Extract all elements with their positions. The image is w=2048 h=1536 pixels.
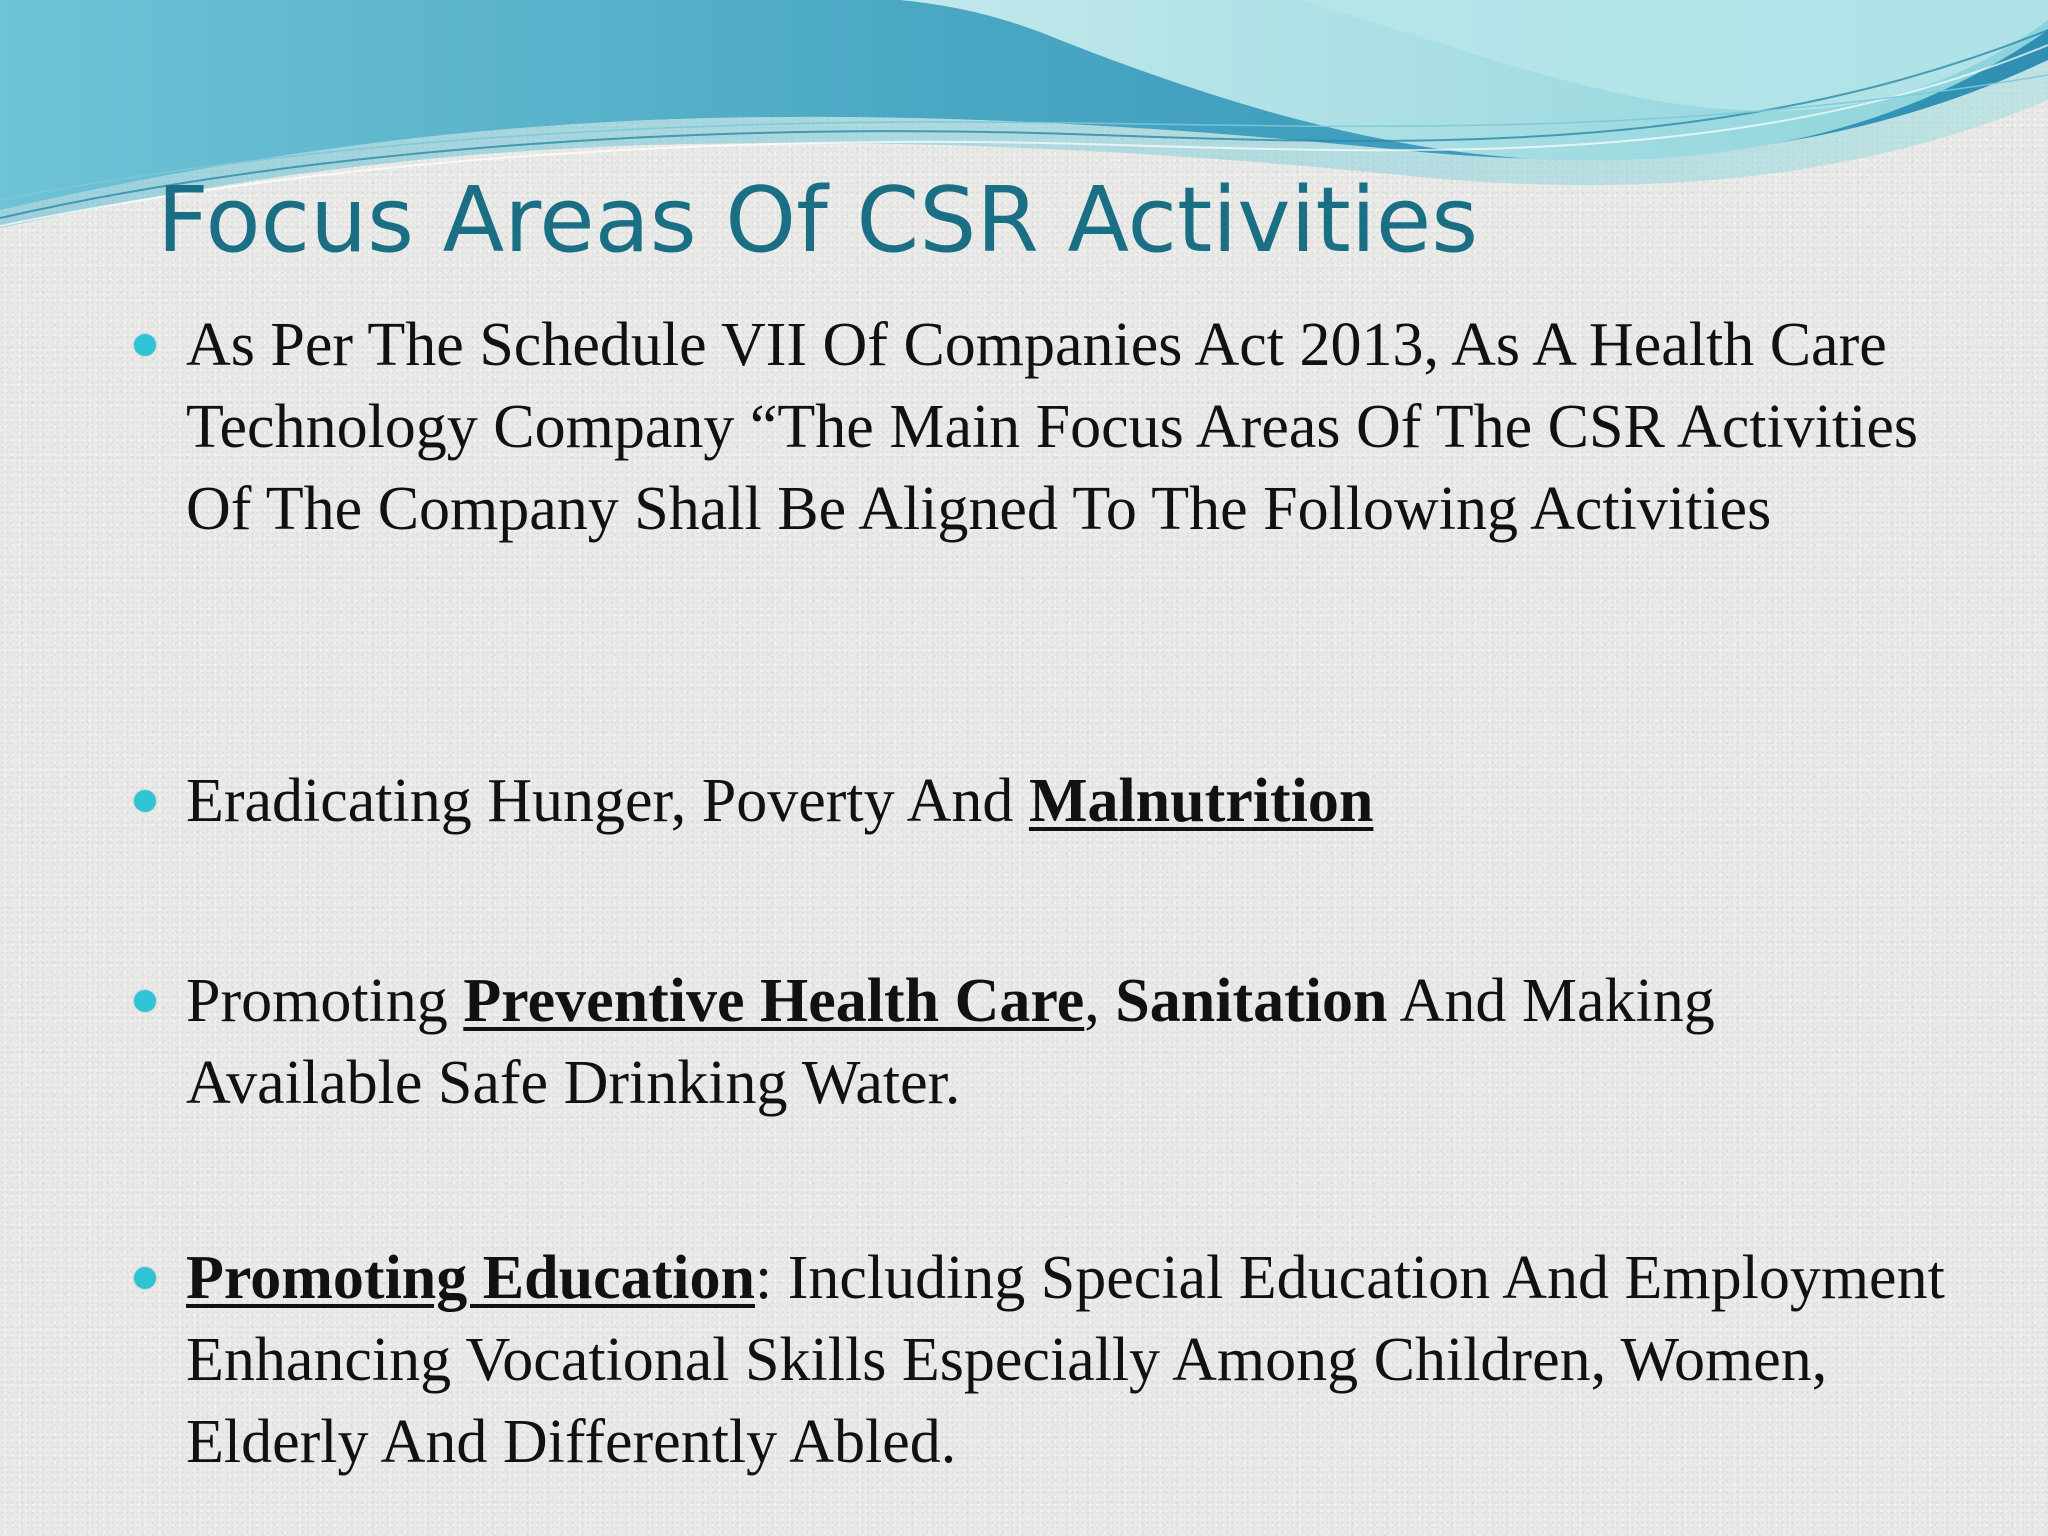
bullet-item-education bbox=[186, 1237, 1946, 1483]
bullet-emphasis: Preventive Health Care bbox=[463, 967, 1085, 1035]
bullet-dot-icon bbox=[134, 1267, 156, 1289]
bullet-dot-icon bbox=[134, 990, 156, 1012]
bullet-text: As Per The Schedule VII Of Companies Act 2013, As A Health Care Technology Company “The Main Focus Areas Of The CSR Activities Of The Company Shall Be Aligned To The Following Activities bbox=[186, 311, 1919, 543]
bullet-text: Eradicating Hunger, Poverty And bbox=[186, 767, 1029, 835]
bullet-item-hunger bbox=[186, 760, 1946, 842]
bullet-bold: Sanitation bbox=[1115, 967, 1388, 1035]
bullet-dot-icon bbox=[134, 334, 156, 356]
bullet-emphasis: Promoting Education bbox=[186, 1244, 755, 1312]
bullet-text: Promoting bbox=[186, 967, 464, 1035]
slide-title: Focus Areas Of CSR Activities bbox=[157, 168, 1479, 273]
bullet-item-schedule bbox=[186, 304, 1946, 550]
bullet-separator: , bbox=[1084, 967, 1116, 1035]
bullet-emphasis: Malnutrition bbox=[1028, 767, 1374, 835]
bullet-dot-icon bbox=[134, 790, 156, 812]
bullet-text-rest: : Including Special Education And Employment Enhancing Vocational Skills Especially Among Children, Women, Elderly And Differently Abled. bbox=[186, 1244, 1945, 1476]
bullet-text-rest: And Making Available Safe Drinking Water. bbox=[186, 967, 1715, 1117]
bullet-item-health-care bbox=[186, 960, 1946, 1124]
